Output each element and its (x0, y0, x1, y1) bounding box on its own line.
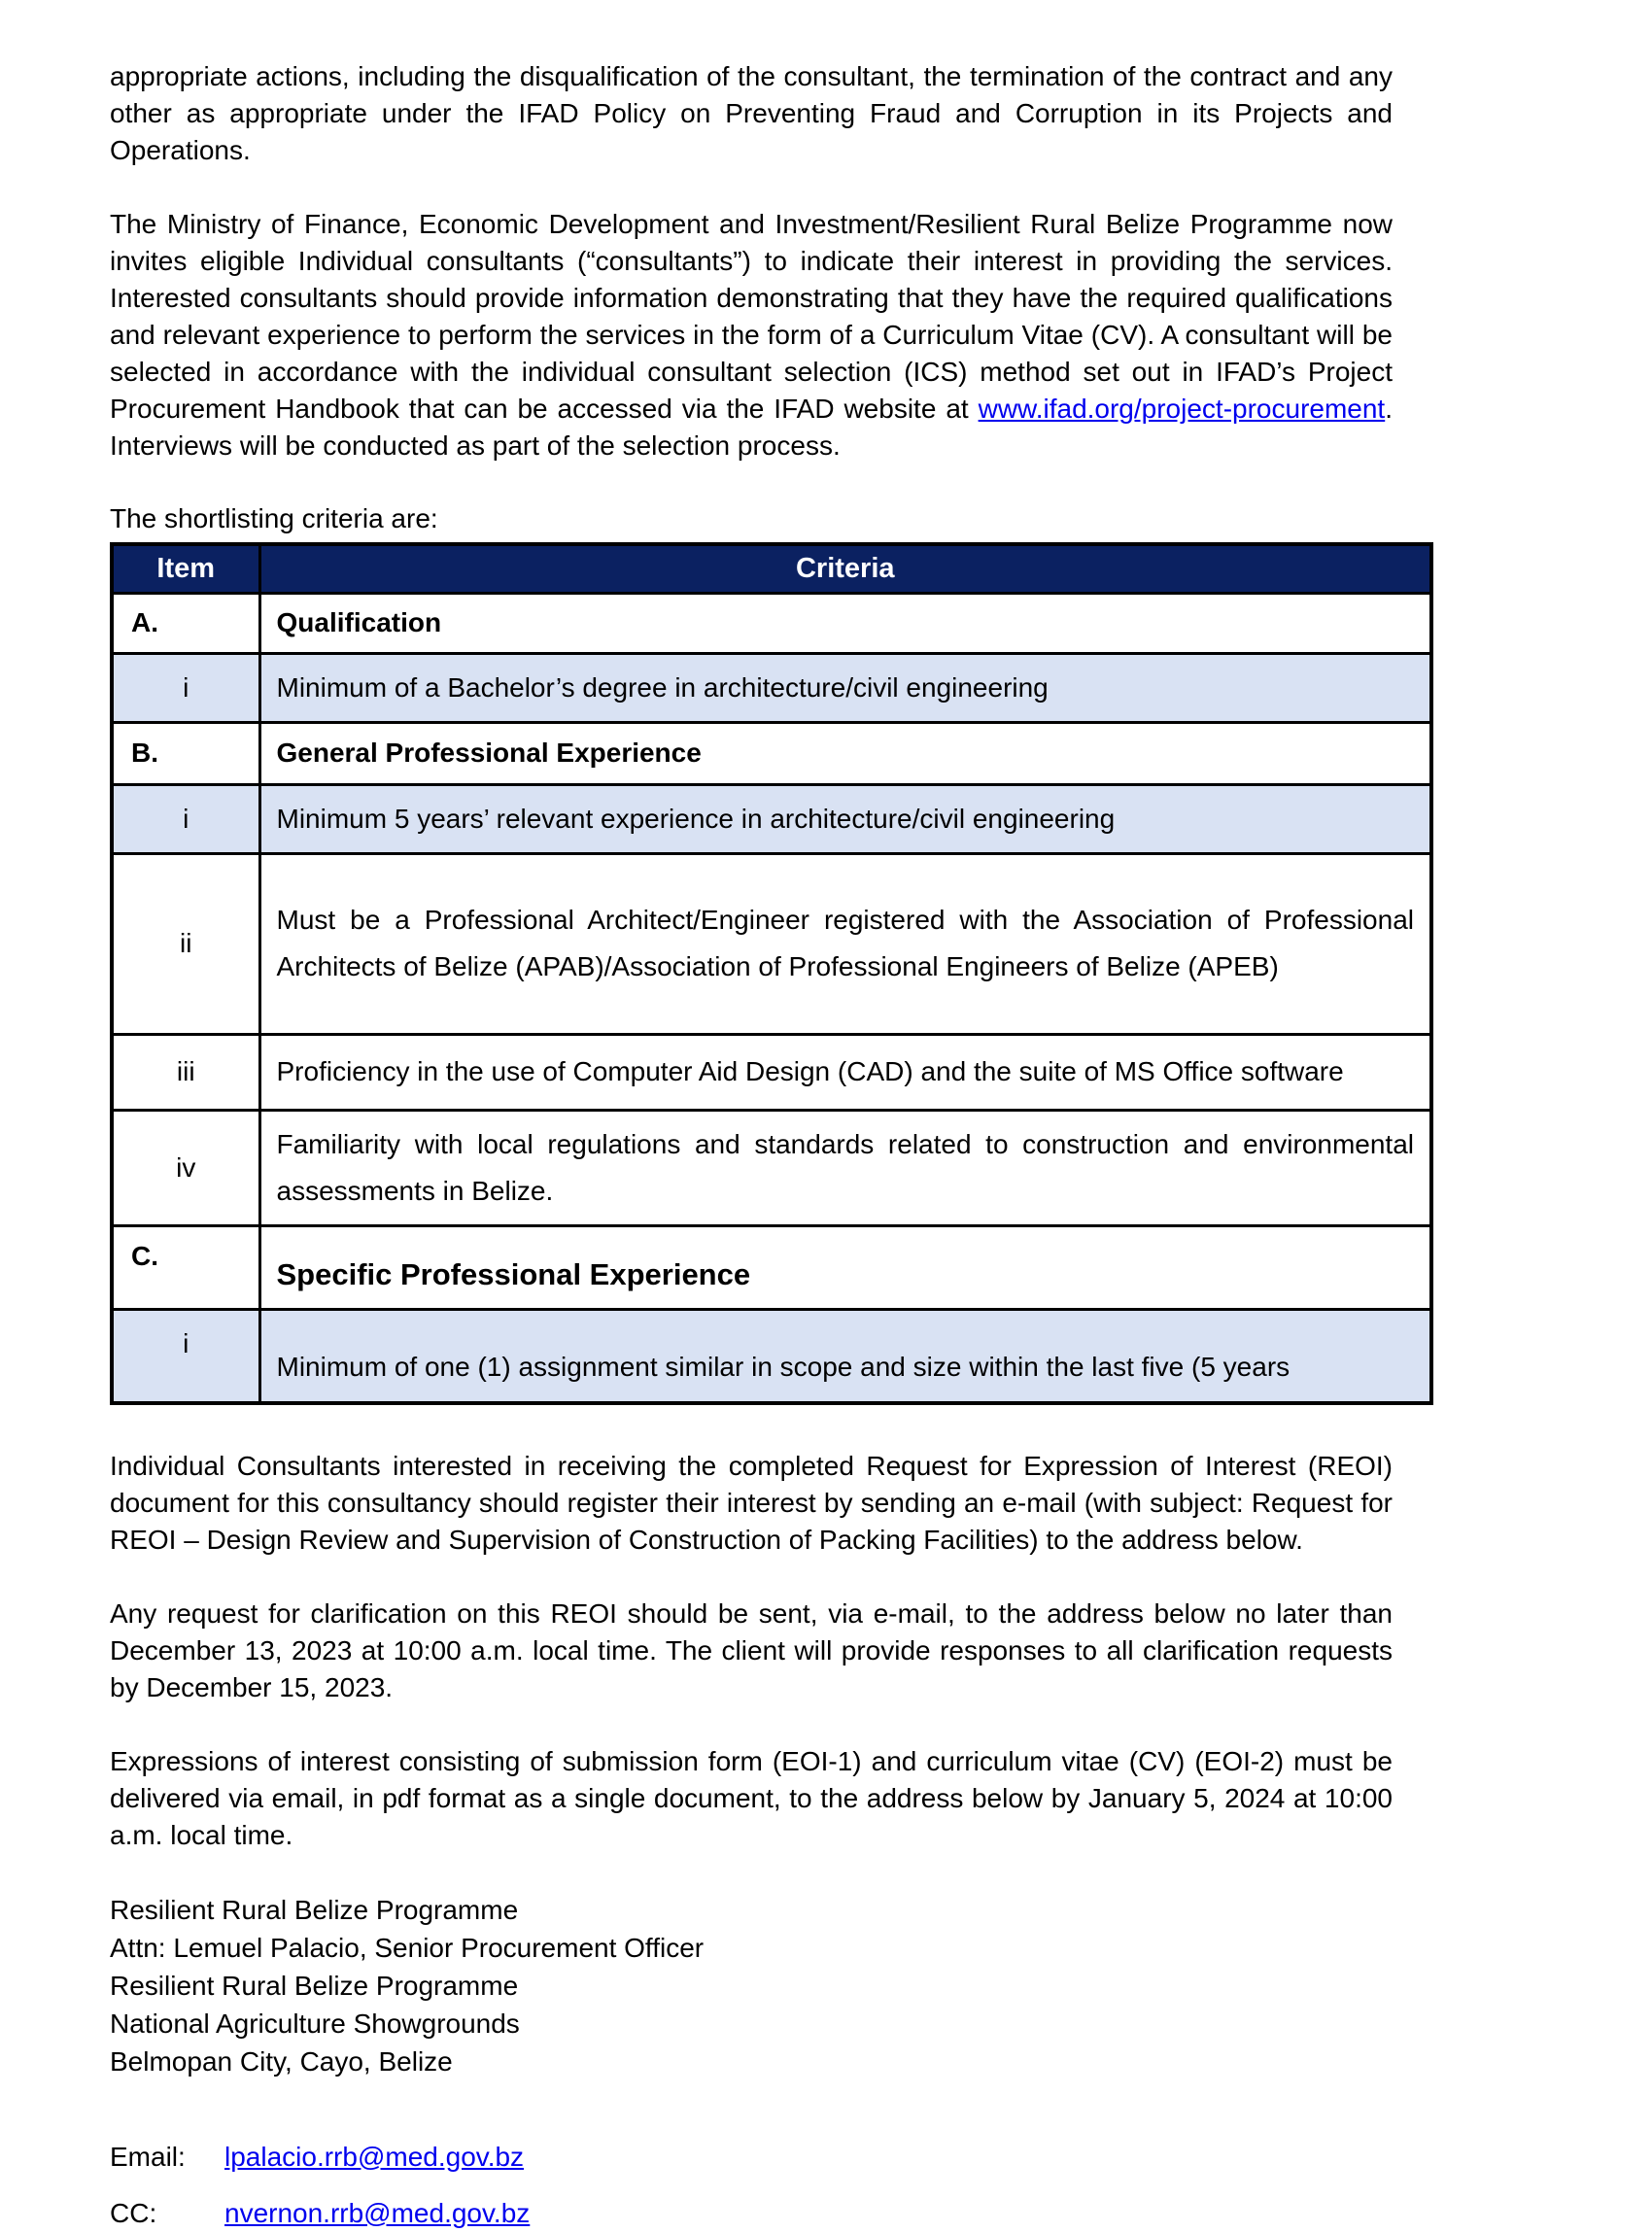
item-cell: iv (112, 1110, 259, 1225)
table-row (112, 1034, 1431, 1110)
table-header-row (112, 544, 1431, 593)
table-row (112, 1110, 1431, 1225)
item-cell: i (112, 653, 259, 722)
invitation-text-after-link: . Interviews will be conducted as part of the selection process. (110, 394, 1393, 461)
table-row (112, 1310, 1431, 1403)
shortlisting-intro: The shortlisting criteria are: (110, 503, 438, 533)
item-cell: A. (112, 593, 259, 653)
criteria-cell: Familiarity with local regulations and standards related to construction and environmental assessments in Belize. (259, 1110, 1431, 1225)
table-row (112, 653, 1431, 722)
item-cell: C. (112, 1226, 259, 1310)
paragraph-reoi-registration: Individual Consultants interested in receiving the completed Request for Expression of Interest (REOI) document for this consultancy should register their interest by sending an e-mail (with subject: Request for REOI – Design Review and Supervision of Construction of Packing Facilities) to the address below. (110, 1450, 1393, 1555)
address-block (110, 1891, 1652, 2080)
email-row (110, 2139, 1652, 2176)
cc-row (110, 2195, 1652, 2232)
cc-email-link[interactable]: nvernon.rrb@med.gov.bz (224, 2197, 531, 2228)
item-cell: iii (112, 1034, 259, 1110)
criteria-cell: Minimum of one (1) assignment similar in scope and size within the last five (5 years (259, 1310, 1431, 1403)
paragraph-clarification-deadline: Any request for clarification on this REOI should be sent, via e-mail, to the address below no later than December 13, 2023 at 10:00 a.m. local time. The client will provide responses to all clarification requests by December 15, 2023. (110, 1597, 1393, 1702)
criteria-cell: Qualification (259, 593, 1431, 653)
ifad-procurement-link[interactable]: www.ifad.org/project-procurement (978, 394, 1386, 424)
address-line-programme: Resilient Rural Belize Programme (110, 1894, 519, 1925)
item-cell: ii (112, 853, 259, 1034)
email-label: Email: (110, 2141, 186, 2172)
address-line-city: Belmopan City, Cayo, Belize (110, 2045, 453, 2077)
criteria-cell: Minimum of a Bachelor’s degree in architecture/civil engineering (259, 653, 1431, 722)
paragraph-fraud-policy: appropriate actions, including the disqualification of the consultant, the termination of the contract and any other as appropriate under the IFAD Policy on Preventing Fraud and Corruption in its Projects and Operations. (110, 61, 1393, 165)
criteria-cell: Must be a Professional Architect/Engineer registered with the Association of Professional Architects of Belize (APAB)/Association of Professional Engineers of Belize (APEB) (259, 853, 1431, 1034)
item-cell: i (112, 784, 259, 853)
address-line-programme-2: Resilient Rural Belize Programme (110, 1970, 519, 2001)
header-criteria: Criteria (259, 544, 1431, 593)
address-line-showgrounds: National Agriculture Showgrounds (110, 2008, 520, 2039)
cc-label: CC: (110, 2197, 157, 2228)
address-line-attn: Attn: Lemuel Palacio, Senior Procurement Officer (110, 1932, 705, 1963)
criteria-cell: Specific Professional Experience (259, 1226, 1431, 1310)
email-link[interactable]: lpalacio.rrb@med.gov.bz (224, 2141, 525, 2172)
criteria-cell: Proficiency in the use of Computer Aid Design (CAD) and the suite of MS Office software (259, 1034, 1431, 1110)
paragraph-submission-deadline: Expressions of interest consisting of submission form (EOI-1) and curriculum vitae (CV) (EOI-2) must be delivered via email, in pdf format as a single document, to the address below by January 5, 2024 at 10:00 a.m. local time. (110, 1745, 1393, 1850)
paragraph-invitation (110, 206, 1393, 464)
table-row (112, 784, 1431, 853)
table-row (112, 593, 1431, 653)
criteria-cell: Minimum 5 years’ relevant experience in architecture/civil engineering (259, 784, 1431, 853)
header-item: Item (112, 544, 259, 593)
table-row (112, 1226, 1431, 1310)
invitation-text-before-link: The Ministry of Finance, Economic Development and Investment/Resilient Rural Belize Programme now invites eligible Individual consultants (“consultants”) to indicate their interest in providing the services. Interested consultants should provide information demonstrating that they have the required qualifications and relevant experience to perform the services in the form of a Curriculum Vitae (CV). A consultant will be selected in accordance with the individual consultant selection (ICS) method set out in IFAD’s Project Procurement Handbook that can be accessed via the IFAD website at (110, 209, 1393, 424)
table-row (112, 722, 1431, 784)
shortlisting-criteria-table (110, 542, 1433, 1405)
criteria-cell: General Professional Experience (259, 722, 1431, 784)
item-cell: B. (112, 722, 259, 784)
item-cell: i (112, 1310, 259, 1403)
table-row (112, 853, 1431, 1034)
